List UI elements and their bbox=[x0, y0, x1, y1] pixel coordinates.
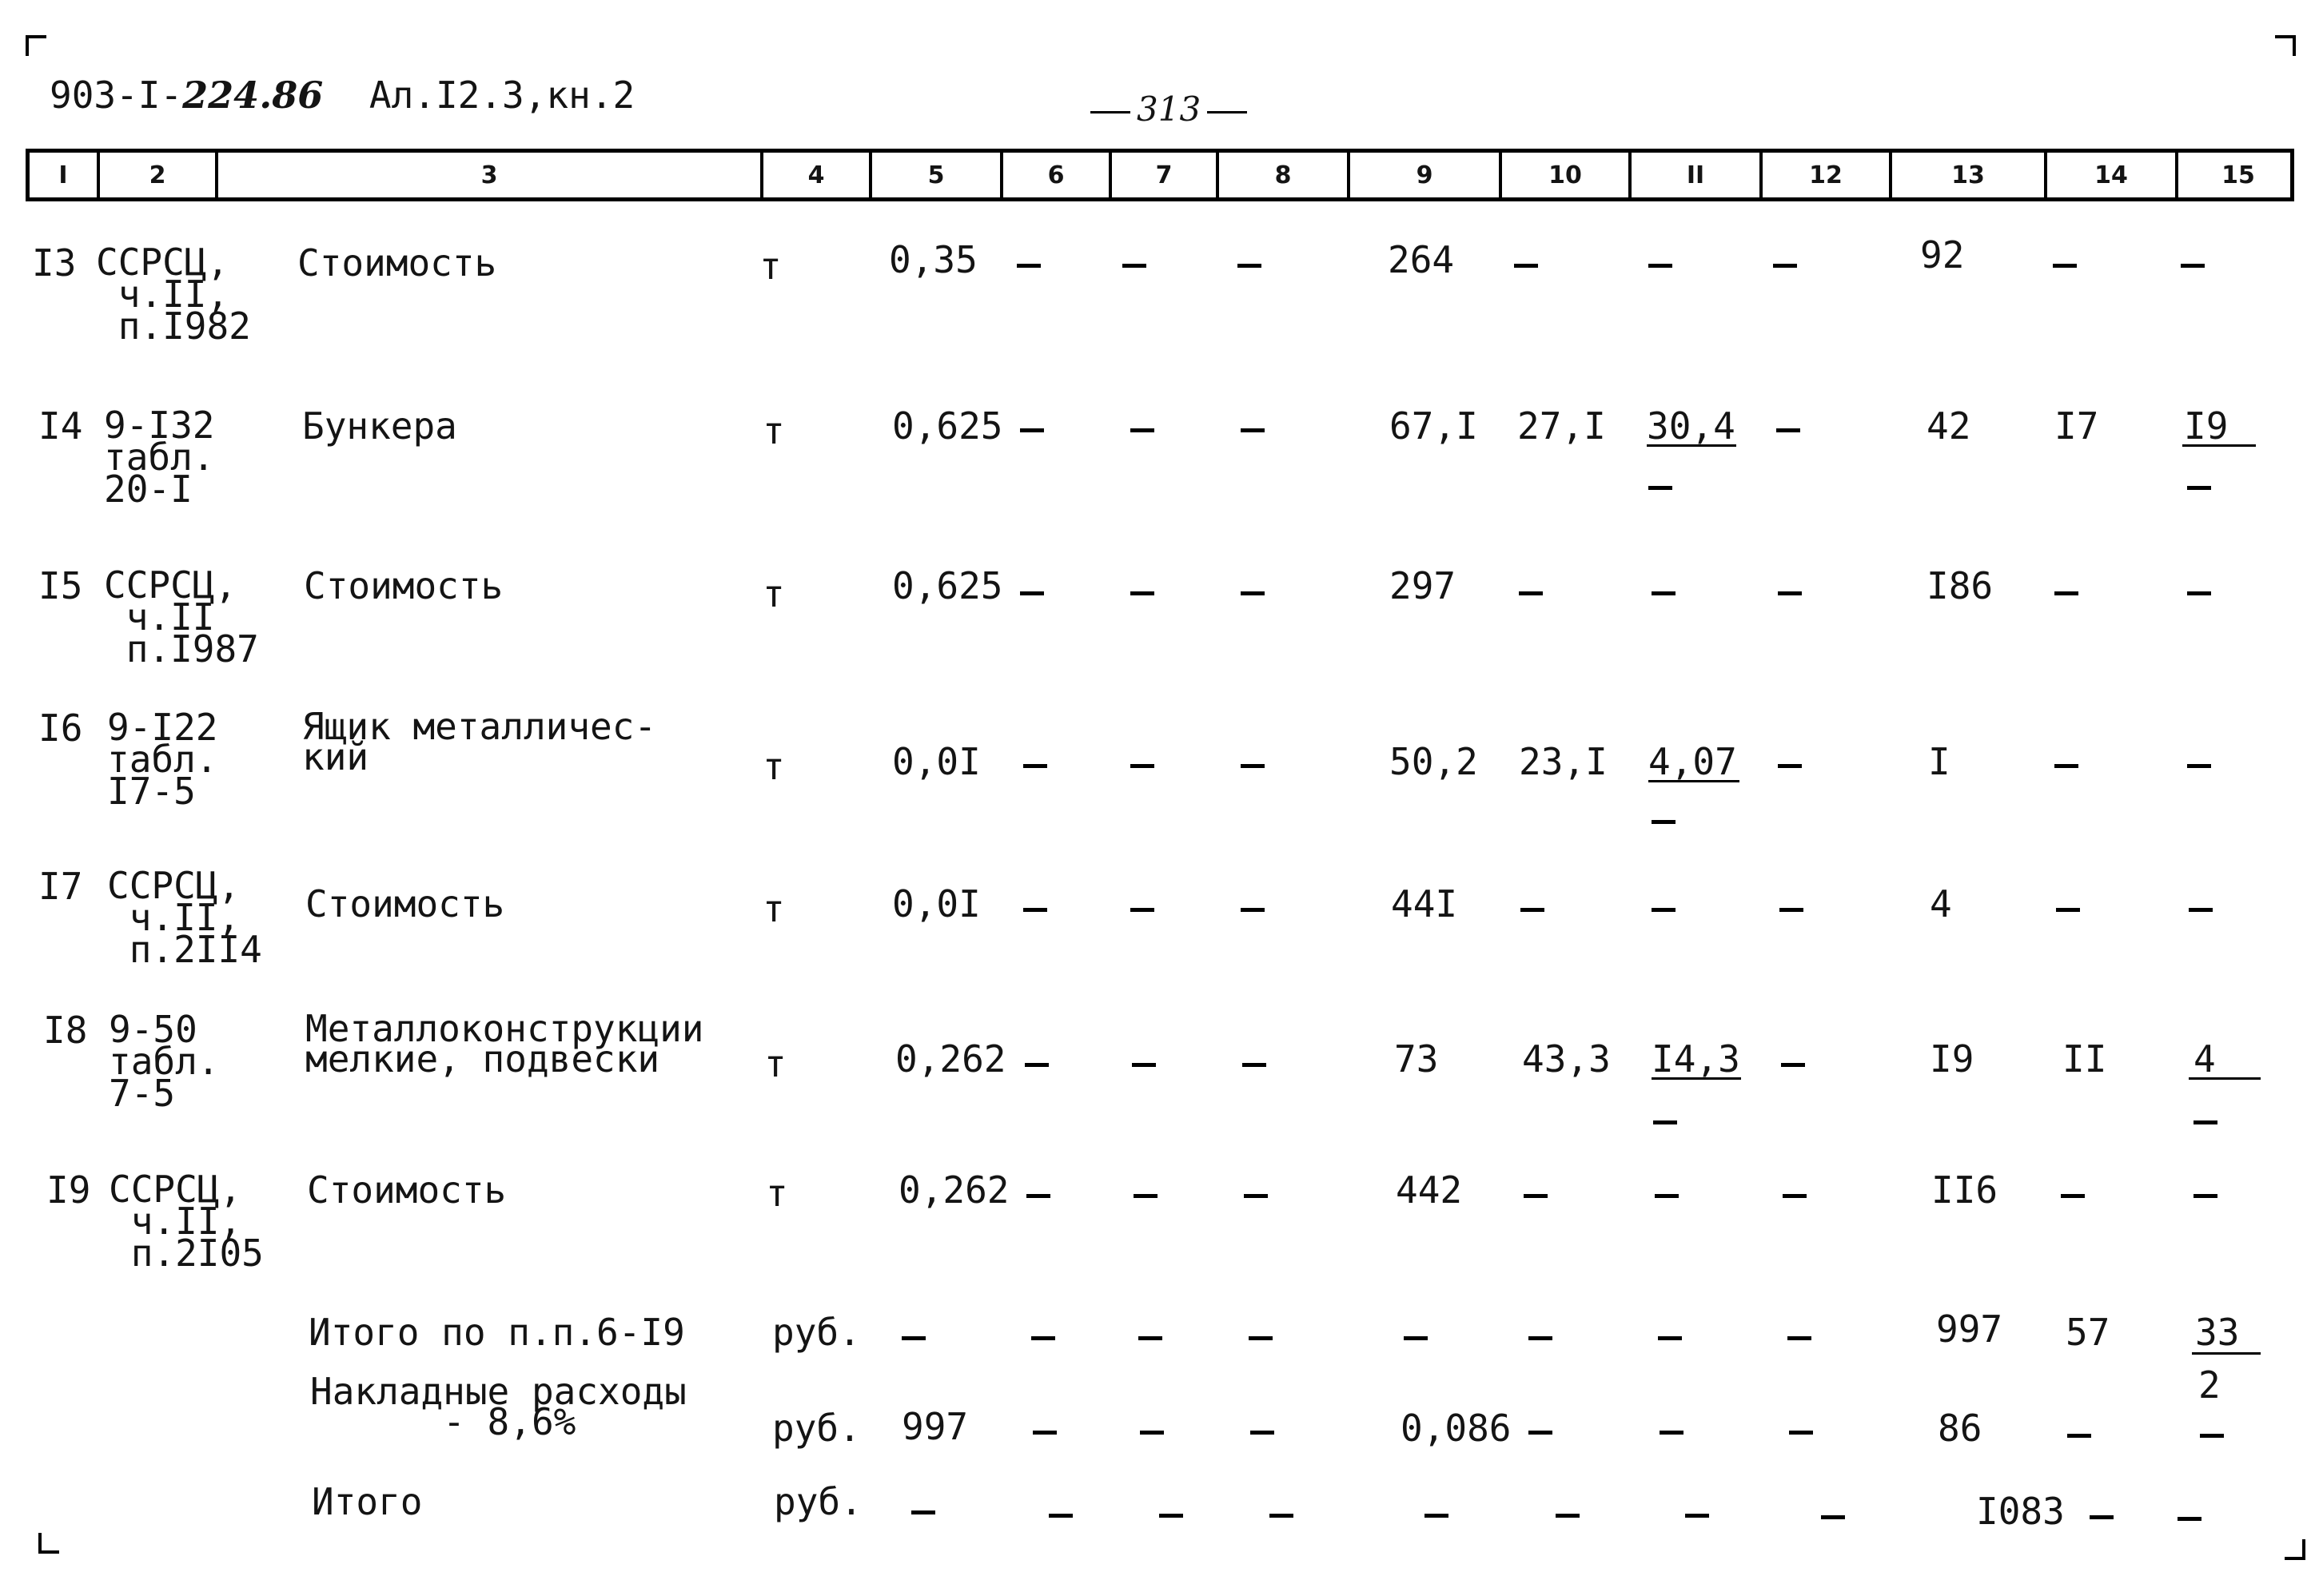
col9-value: 264 bbox=[1388, 238, 1455, 281]
dash-col10 bbox=[1519, 591, 1543, 595]
norm-reference: ССРСЦ, ч.II, п.I982 bbox=[96, 241, 251, 348]
dash-col8 bbox=[1244, 1194, 1268, 1198]
col13-value: 92 bbox=[1920, 233, 1965, 277]
col-header-13: 13 bbox=[1892, 153, 2047, 197]
document-code-handwritten: 224.86 bbox=[182, 74, 324, 117]
col15-value: 33 bbox=[2195, 1311, 2240, 1354]
dash-col12 bbox=[1779, 908, 1803, 912]
underline-col11 bbox=[1648, 780, 1739, 782]
col15-value-below: 2 bbox=[2198, 1363, 2221, 1407]
col5-value: 0,625 bbox=[892, 404, 1003, 448]
dash-col10 bbox=[1514, 264, 1538, 268]
dash-col9 bbox=[1424, 1514, 1448, 1518]
col10-value: 23,I bbox=[1519, 740, 1608, 783]
col9-value: 0,086 bbox=[1401, 1407, 1512, 1450]
col9-value: 44I bbox=[1391, 882, 1458, 925]
dash-col14 bbox=[2090, 1515, 2114, 1519]
col13-value: I bbox=[1928, 740, 1950, 783]
row-number: I9 bbox=[46, 1168, 91, 1212]
col-header-15: 15 bbox=[2221, 161, 2255, 189]
col10-value: 27,I bbox=[1517, 404, 1606, 448]
item-name: Стоимость bbox=[307, 1168, 507, 1212]
col-header-9: 9 bbox=[1350, 153, 1502, 197]
dash-col14 bbox=[2067, 1434, 2091, 1438]
dash-col6 bbox=[1026, 1194, 1050, 1198]
row-number: I7 bbox=[38, 865, 83, 908]
col13-value: 42 bbox=[1927, 404, 1971, 448]
dash-col7 bbox=[1122, 264, 1146, 268]
dash-col12 bbox=[1783, 1194, 1807, 1198]
dash-col10 bbox=[1520, 908, 1544, 912]
unit: т bbox=[759, 245, 782, 288]
dash-col15 bbox=[2200, 1434, 2224, 1438]
dash-col7 bbox=[1132, 1063, 1156, 1067]
dash-col15 bbox=[2187, 764, 2211, 768]
col14-value: II bbox=[2062, 1037, 2107, 1081]
col13-value: 997 bbox=[1936, 1307, 2003, 1351]
item-name: Стоимость bbox=[305, 882, 505, 925]
col5-value: 997 bbox=[902, 1405, 969, 1448]
dash-col8 bbox=[1269, 1514, 1293, 1518]
unit: т bbox=[763, 572, 785, 615]
dash-col7 bbox=[1130, 908, 1154, 912]
album-reference: Ал.I2.3,кн.2 bbox=[369, 74, 636, 117]
corner-mark-bottom-left bbox=[38, 1533, 59, 1554]
row-number: I4 bbox=[38, 404, 83, 448]
summary-name: Накладные расходы - 8,6% bbox=[310, 1370, 687, 1443]
col9-value: 73 bbox=[1394, 1037, 1439, 1081]
col-header-1: I bbox=[30, 153, 100, 197]
row-number: I8 bbox=[43, 1009, 88, 1052]
col5-value: 0,35 bbox=[889, 238, 978, 281]
dash-col11 bbox=[1660, 1431, 1683, 1435]
unit: т bbox=[763, 409, 785, 452]
item-name: Бункера bbox=[302, 404, 457, 448]
col13-value: 86 bbox=[1938, 1407, 1982, 1450]
col14-value: 57 bbox=[2066, 1311, 2110, 1354]
underline-col11 bbox=[1647, 444, 1736, 447]
dash-col11 bbox=[1652, 591, 1676, 595]
norm-reference: ССРСЦ, ч.II п.I987 bbox=[104, 563, 259, 671]
col11-value: 4,07 bbox=[1648, 740, 1737, 783]
col11-value: I4,3 bbox=[1652, 1037, 1740, 1081]
dash-col10 bbox=[1528, 1431, 1552, 1435]
col5-value: 0,262 bbox=[899, 1168, 1010, 1212]
dash-col12 bbox=[1789, 1431, 1813, 1435]
dash-col10 bbox=[1556, 1514, 1580, 1518]
dash-col8 bbox=[1242, 1063, 1266, 1067]
unit: руб. bbox=[772, 1311, 861, 1354]
col-header-3: 3 bbox=[218, 153, 763, 197]
dash-col14 bbox=[2061, 1194, 2085, 1198]
underline-col11 bbox=[1652, 1077, 1741, 1080]
dash-col14 bbox=[2053, 264, 2077, 268]
dash-col7 bbox=[1130, 428, 1154, 432]
dash-col11 bbox=[1648, 264, 1672, 268]
dash-col14 bbox=[2054, 764, 2078, 768]
col-header-12: 12 bbox=[1763, 153, 1892, 197]
dash-col15-below bbox=[2194, 1120, 2217, 1124]
dash-col7 bbox=[1159, 1514, 1183, 1518]
dash-col10 bbox=[1528, 1336, 1552, 1340]
dash-col7 bbox=[1138, 1336, 1162, 1340]
unit: т bbox=[763, 745, 785, 788]
dash-col12 bbox=[1778, 591, 1802, 595]
col-header-11: II bbox=[1632, 153, 1763, 197]
col-header-7: 7 bbox=[1112, 153, 1219, 197]
dash-col10 bbox=[1524, 1194, 1548, 1198]
dash-col11 bbox=[1655, 1194, 1679, 1198]
col9-value: 442 bbox=[1396, 1168, 1463, 1212]
dash-col6 bbox=[1025, 1063, 1049, 1067]
col9-value: 67,I bbox=[1389, 404, 1478, 448]
row-number: I6 bbox=[38, 706, 83, 750]
underline-col15 bbox=[2189, 1077, 2261, 1080]
col10-value: 43,3 bbox=[1522, 1037, 1611, 1081]
dash-col8 bbox=[1241, 764, 1265, 768]
col5-value: 0,0I bbox=[892, 740, 981, 783]
corner-mark-top-right bbox=[2275, 35, 2296, 56]
dash-col8 bbox=[1241, 591, 1265, 595]
dash-col14 bbox=[2054, 591, 2078, 595]
dash-col15 bbox=[2181, 264, 2205, 268]
dash-col6 bbox=[1031, 1336, 1055, 1340]
col5-value: 0,262 bbox=[895, 1037, 1006, 1081]
dash-col6 bbox=[1023, 764, 1047, 768]
dash-col8 bbox=[1250, 1431, 1274, 1435]
dash-col12 bbox=[1781, 1063, 1805, 1067]
dash-col12 bbox=[1821, 1515, 1845, 1519]
page-number-value: 313 bbox=[1137, 90, 1201, 129]
unit: руб. bbox=[774, 1480, 863, 1523]
document-header bbox=[50, 74, 635, 117]
dash-col15 bbox=[2178, 1517, 2201, 1521]
column-header-strip bbox=[26, 149, 2294, 201]
dash-col15 bbox=[2189, 908, 2213, 912]
corner-mark-bottom-right bbox=[2285, 1539, 2305, 1560]
dash-col5 bbox=[911, 1510, 935, 1514]
norm-reference: 9-50 табл. 7-5 bbox=[109, 1008, 220, 1115]
col-header-2: 2 bbox=[100, 153, 218, 197]
norm-reference: 9-I22 табл. I7-5 bbox=[107, 706, 218, 813]
col-header-14: 14 bbox=[2047, 153, 2178, 197]
col9-value: 50,2 bbox=[1389, 740, 1478, 783]
col13-value: I86 bbox=[1927, 564, 1994, 607]
summary-name: Итого по п.п.6-I9 bbox=[309, 1311, 685, 1354]
page-number bbox=[1084, 90, 1253, 129]
summary-name: Итого bbox=[312, 1480, 423, 1523]
col-header-6: 6 bbox=[1003, 153, 1112, 197]
dash-col6 bbox=[1023, 908, 1047, 912]
norm-reference: ССРСЦ, ч.II, п.2II4 bbox=[107, 864, 262, 971]
dash-col11 bbox=[1658, 1336, 1682, 1340]
col-header-8: 8 bbox=[1219, 153, 1350, 197]
col-header-4: 4 bbox=[763, 153, 872, 197]
dash-col11-below bbox=[1648, 486, 1672, 490]
unit: т bbox=[764, 1042, 787, 1085]
dash-col6 bbox=[1017, 264, 1041, 268]
item-name: Стоимость bbox=[297, 241, 497, 285]
col15-value: 4 bbox=[2194, 1037, 2216, 1081]
dash-col11-below bbox=[1653, 1120, 1677, 1124]
col15-value: I9 bbox=[2184, 404, 2229, 448]
dash-col7 bbox=[1140, 1431, 1164, 1435]
item-name: Ящик металличес- кий bbox=[302, 705, 657, 778]
dash-col12 bbox=[1787, 1336, 1811, 1340]
dash-col8 bbox=[1241, 908, 1265, 912]
col13-value: I083 bbox=[1976, 1490, 2065, 1533]
dash-col6 bbox=[1049, 1514, 1073, 1518]
col9-value: 297 bbox=[1389, 564, 1456, 607]
col13-value: II6 bbox=[1931, 1168, 1998, 1212]
col5-value: 0,625 bbox=[892, 564, 1003, 607]
dash-col11 bbox=[1652, 908, 1676, 912]
col-header-5: 5 bbox=[872, 153, 1003, 197]
dash-col8 bbox=[1237, 264, 1261, 268]
dash-col12 bbox=[1773, 264, 1797, 268]
corner-mark-top-left bbox=[26, 35, 46, 56]
norm-reference: 9-I32 табл. 20-I bbox=[104, 404, 215, 511]
col-header-10: 10 bbox=[1502, 153, 1632, 197]
row-number: I5 bbox=[38, 564, 83, 607]
dash-col6 bbox=[1020, 428, 1044, 432]
dash-col15-below bbox=[2187, 486, 2211, 490]
unit: т bbox=[763, 887, 785, 930]
underline-col15 bbox=[2192, 1352, 2261, 1355]
dash-col7 bbox=[1134, 1194, 1158, 1198]
dash-col14 bbox=[2056, 908, 2080, 912]
dash-col8 bbox=[1241, 428, 1265, 432]
dash-col11 bbox=[1685, 1514, 1709, 1518]
dash-col8 bbox=[1249, 1336, 1273, 1340]
dash-col6 bbox=[1020, 591, 1044, 595]
dash-col12 bbox=[1778, 764, 1802, 768]
norm-reference: ССРСЦ, ч.II, п.2I05 bbox=[109, 1168, 264, 1275]
dash-col6 bbox=[1033, 1431, 1057, 1435]
unit: руб. bbox=[772, 1407, 861, 1450]
col11-value: 30,4 bbox=[1647, 404, 1735, 448]
dash-col11-below bbox=[1652, 820, 1676, 824]
dash-col15 bbox=[2187, 591, 2211, 595]
col5-value: 0,0I bbox=[892, 882, 981, 925]
col14-value: I7 bbox=[2054, 404, 2099, 448]
dash-col9 bbox=[1404, 1336, 1428, 1340]
dash-col12 bbox=[1776, 428, 1800, 432]
col13-value: I9 bbox=[1930, 1037, 1974, 1081]
item-name: Стоимость bbox=[304, 564, 504, 607]
row-number: I3 bbox=[32, 241, 77, 285]
col13-value: 4 bbox=[1930, 882, 1952, 925]
dash-col7 bbox=[1130, 591, 1154, 595]
dash-col15 bbox=[2194, 1194, 2217, 1198]
dash-col5 bbox=[902, 1336, 926, 1340]
document-code: 903-I- bbox=[50, 74, 183, 117]
dash-col7 bbox=[1130, 764, 1154, 768]
unit: т bbox=[766, 1172, 788, 1215]
item-name: Металлоконструкции мелкие, подвески bbox=[305, 1007, 704, 1081]
underline-col15 bbox=[2182, 444, 2256, 447]
